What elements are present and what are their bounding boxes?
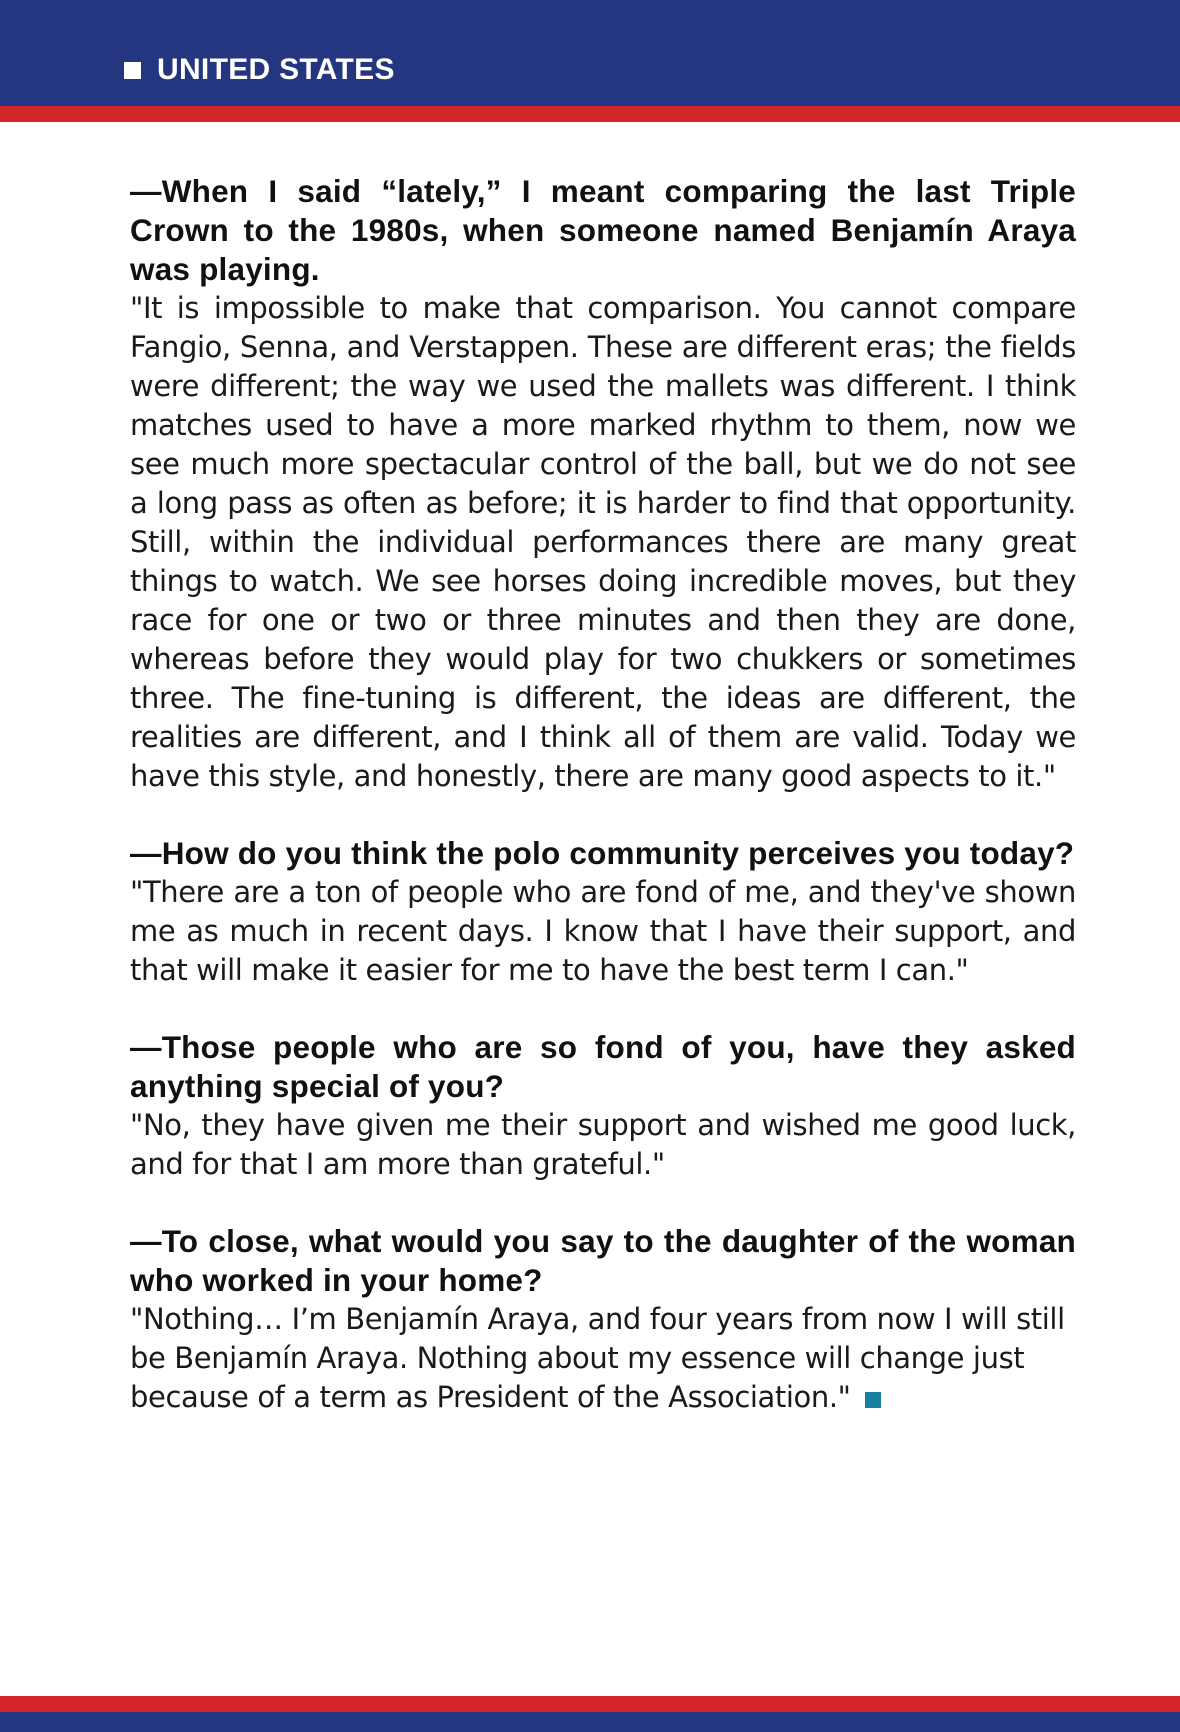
footer-band	[0, 1712, 1180, 1732]
section-title: UNITED STATES	[157, 53, 395, 86]
answer-text: "Nothing… I’m Benjamín Araya, and four years from now I will still be Benjamín Araya. Nothing about my essence will change just because of a term as President of the Association."	[130, 1302, 1065, 1414]
qa-block	[130, 172, 1076, 796]
interview-body	[130, 172, 1076, 1455]
qa-block	[130, 834, 1076, 990]
answer: "There are a ton of people who are fond of me, and they've shown me as much in recent days. I know that I have their support, and that will make it easier for me to have the best term I can."	[130, 875, 1076, 987]
answer	[130, 1300, 1076, 1417]
qa-block	[130, 1222, 1076, 1417]
header-stripe	[0, 106, 1180, 122]
question: —To close, what would you say to the daughter of the woman who worked in your home?	[130, 1223, 1076, 1298]
qa-block	[130, 1028, 1076, 1184]
footer-stripe	[0, 1696, 1180, 1712]
question: —When I said “lately,” I meant comparing the last Triple Crown to the 1980s, when someone named Benjamín Araya was playing.	[130, 173, 1076, 287]
end-of-article-icon	[865, 1392, 881, 1408]
section-header	[124, 50, 395, 90]
answer: "It is impossible to make that comparison. You cannot compare Fangio, Senna, and Verstappen. These are different eras; the fields were different; the way we used the mallets was different. I think matches used to have a more marked rhythm to them, now we see much more spectacular control of the ball, but we do not see a long pass as often as before; it is harder to find that opportunity. Still, within the individual performances there are many great things to watch. We see horses doing incredible moves, but they race for one or two or three minutes and then they are done, whereas before they would play for two chukkers or sometimes three. The fine-tuning is different, the ideas are different, the realities are different, and I think all of them are valid. Today we have this style, and honestly, there are many good aspects to it."	[130, 291, 1076, 793]
question: —How do you think the polo community perceives you today?	[130, 835, 1075, 871]
square-bullet-icon	[124, 62, 141, 79]
answer: "No, they have given me their support and wished me good luck, and for that I am more than grateful."	[130, 1108, 1076, 1181]
question: —Those people who are so fond of you, have they asked anything special of you?	[130, 1029, 1076, 1104]
